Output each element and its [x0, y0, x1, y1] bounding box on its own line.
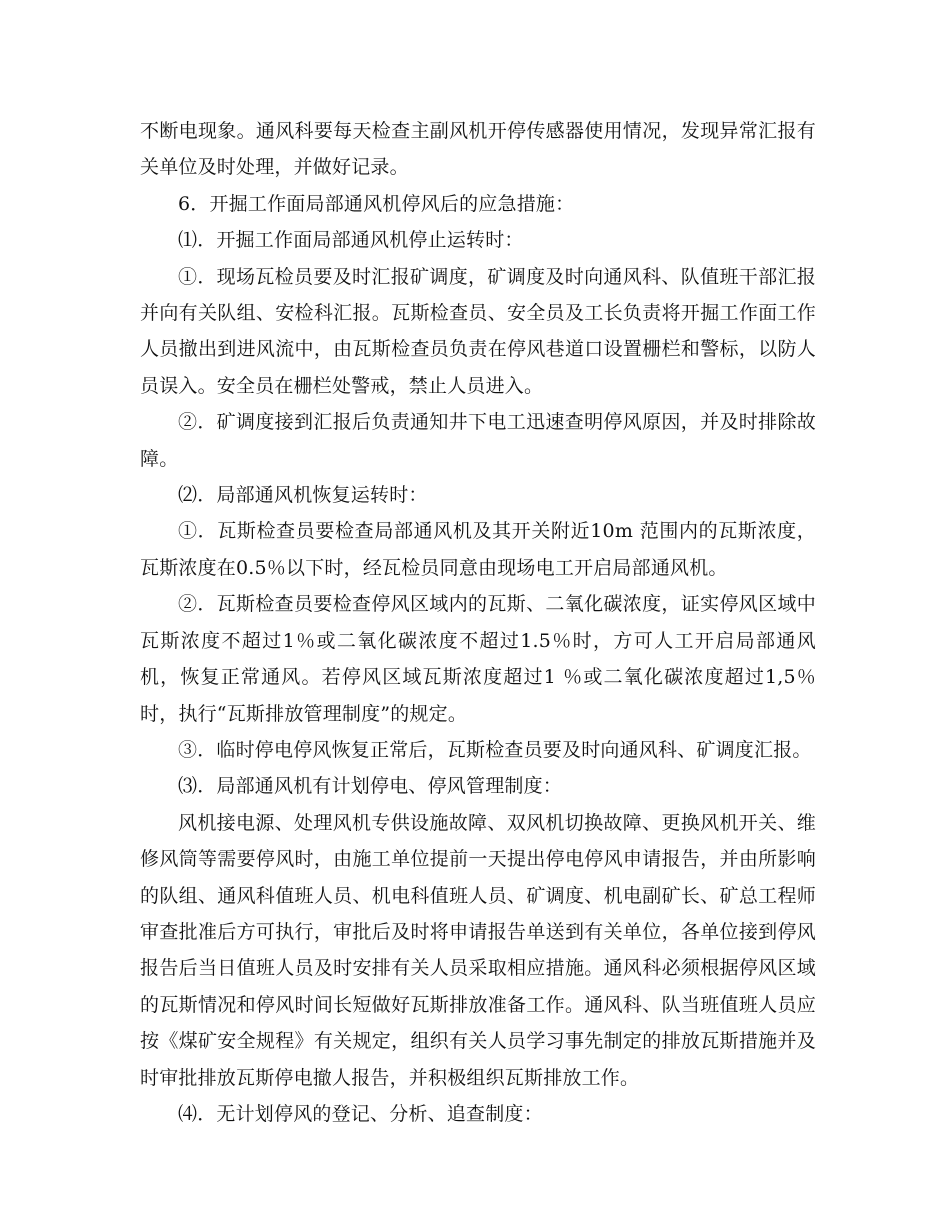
paragraph: ②．瓦斯检查员要检查停风区域内的瓦斯、二氧化碳浓度，证实停风区域中瓦斯浓度不超过1％或二氧化碳浓度不超过1.5％时，方可人工开启局部通风机，恢复正常通风。若停风区域瓦斯浓度超过1 ％或二氧化碳浓度超过1,5％时，执行“瓦斯排放管理制度”的规定。	[140, 593, 816, 725]
subsection-heading: ⑶．局部通风机有计划停电、停风管理制度：	[178, 775, 563, 798]
subsection-heading: ⑵．局部通风机恢复运转时：	[178, 484, 428, 507]
paragraph: ③．临时停电停风恢复正常后，瓦斯检查员要及时向通风科、矿调度汇报。	[178, 738, 812, 761]
paragraph: 不断电现象。通风科要每天检查主副风机开停传感器使用情况，发现异常汇报有关单位及时处理，并做好记录。	[140, 120, 816, 179]
paragraph: ②．矿调度接到汇报后负责通知井下电工迅速查明停风原因，并及时排除故障。	[140, 411, 816, 470]
paragraph: ①．现场瓦检员要及时汇报矿调度，矿调度及时向通风科、队值班干部汇报并向有关队组、安检科汇报。瓦斯检查员、安全员及工长负责将开掘工作面工作人员撤出到进风流中，由瓦斯检查员负责在停风巷道口设置栅栏和警标，以防人员误入。安全员在栅栏处警戒，禁止人员进入。	[140, 265, 816, 397]
paragraph: 风机接电源、处理风机专供设施故障、双风机切换故障、更换风机开关、维修风筒等需要停风时，由施工单位提前一天提出停电停风申请报告，并由所影响的队组、通风科值班人员、机电科值班人员、矿调度、机电副矿长、矿总工程师审查批准后方可执行，审批后及时将申请报告单送到有关单位，各单位接到停风报告后当日值班人员及时安排有关人员采取相应措施。通风科必须根据停风区域的瓦斯情况和停风时间长短做好瓦斯排放准备工作。通风科、队当班值班人员应按《煤矿安全规程》有关规定，组织有关人员学习事先制定的排放瓦斯措施并及时审批排放瓦斯停电撤人报告，并积极组织瓦斯排放工作。	[140, 811, 816, 1089]
document-body	[140, 113, 816, 1132]
section-heading: 6．开掘工作面局部通风机停风后的应急措施：	[178, 192, 575, 215]
subsection-heading: ⑴．开掘工作面局部通风机停止运转时：	[178, 229, 524, 252]
paragraph: ①．瓦斯检查员要检查局部通风机及其开关附近10m 范围内的瓦斯浓度，瓦斯浓度在0.5％以下时，经瓦检员同意由现场电工开启局部通风机。	[140, 520, 816, 579]
subsection-heading: ⑷．无计划停风的登记、分析、追查制度：	[178, 1102, 543, 1125]
